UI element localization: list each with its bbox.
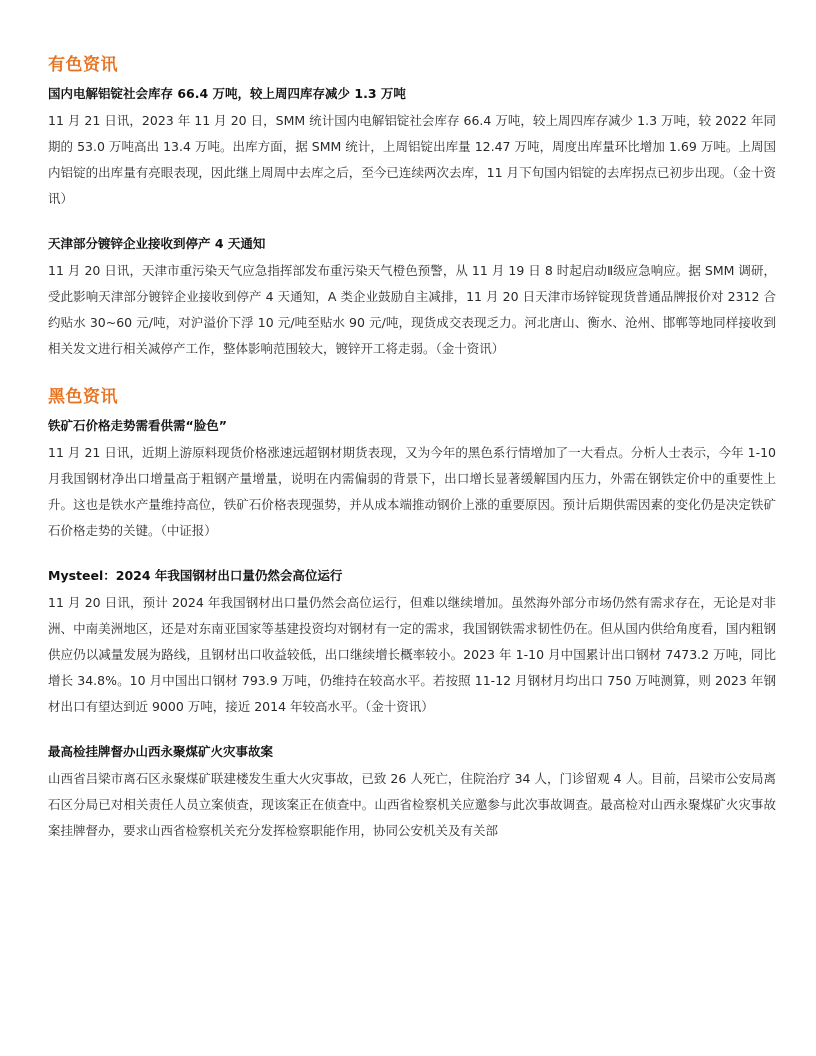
article (48, 742, 776, 844)
article-body: 11 月 21 日讯，近期上游原料现货价格涨速远超钢材期货表现，又为今年的黑色系行情增加了一大看点。分析人士表示，今年 1-10 月我国钢材净出口增量高于粗钢产量增量，说明在内需偏弱的背景下，出口增长显著缓解国内压力，外需在钢铁定价中的重要性上升。这也是铁水产量维持高位，铁矿石价格表现强势，并从成本端推动钢价上涨的重要原因。预计后期供需因素的变化仍是决定铁矿石价格走势的关键。（中证报） (48, 445, 776, 538)
article-body: 11 月 20 日讯，天津市重污染天气应急指挥部发布重污染天气橙色预警，从 11 月 19 日 8 时起启动Ⅱ级应急响应。据 SMM 调研，受此影响天津部分镀锌企业接收到停产 4 天通知，A 类企业鼓励自主减排，11 月 20 日天津市场锌锭现货普通品牌报价对 2312 合约贴水 30~60 元/吨，对沪溢价下浮 10 元/吨至贴水 90 元/吨，现货成交表现乏力。河北唐山、衡水、沧州、邯郸等地同样接收到相关发文进行相关减停产工作，整体影响范围较大，镀锌开工将走弱。（金十资讯） (48, 263, 776, 356)
article-headline: 最高检挂牌督办山西永聚煤矿火灾事故案 (48, 744, 274, 759)
article-headline: 国内电解铝锭社会库存 66.4 万吨，较上周四库存减少 1.3 万吨 (48, 86, 406, 101)
document-page (48, 52, 776, 866)
article (48, 84, 776, 212)
article (48, 416, 776, 544)
article-headline: Mysteel：2024 年我国钢材出口量仍然会高位运行 (48, 568, 343, 583)
article-body: 山西省吕梁市离石区永聚煤矿联建楼发生重大火灾事故，已致 26 人死亡，住院治疗 34 人，门诊留观 4 人。目前，吕梁市公安局离石区分局已对相关责任人员立案侦查，现该案正在侦查中。山西省检察机关应邀参与此次事故调查。最高检对山西永聚煤矿火灾事故案挂牌督办，要求山西省检察机关充分发挥检察职能作用，协同公安机关及有关部 (48, 771, 776, 838)
article (48, 234, 776, 362)
article-headline: 铁矿石价格走势需看供需“脸色” (48, 418, 227, 433)
article (48, 566, 776, 720)
section-title: 黑色资讯 (48, 387, 118, 407)
section-title: 有色资讯 (48, 55, 118, 75)
article-body: 11 月 21 日讯，2023 年 11 月 20 日，SMM 统计国内电解铝锭社会库存 66.4 万吨，较上周四库存减少 1.3 万吨，较 2022 年同期的 53.0 万吨高出 13.4 万吨。出库方面，据 SMM 统计，上周铝锭出库量 12.47 万吨，周度出库量环比增加 1.69 万吨。上周国内铝锭的出库量有亮眼表现，因此继上周周中去库之后，至今已连续两次去库，11 月下旬国内铝锭的去库拐点已初步出现。（金十资讯） (48, 113, 776, 206)
article-body: 11 月 20 日讯，预计 2024 年我国钢材出口量仍然会高位运行，但难以继续增加。虽然海外部分市场仍然有需求存在，无论是对非洲、中南美洲地区，还是对东南亚国家等基建投资均对钢材有一定的需求，我国钢铁需求韧性仍在。但从国内供给角度看，国内粗钢供应仍以减量发展为路线，且钢材出口收益较低，出口继续增长概率较小。2023 年 1-10 月中国累计出口钢材 7473.2 万吨，同比增长 34.8%。10 月中国出口钢材 793.9 万吨，仍维持在较高水平。若按照 11-12 月钢材月均出口 750 万吨测算，则 2023 年钢材出口有望达到近 9000 万吨，接近 2014 年较高水平。（金十资讯） (48, 595, 776, 714)
section-nonferrous-news (48, 52, 776, 362)
section-ferrous-news (48, 384, 776, 844)
article-headline: 天津部分镀锌企业接收到停产 4 天通知 (48, 236, 266, 251)
